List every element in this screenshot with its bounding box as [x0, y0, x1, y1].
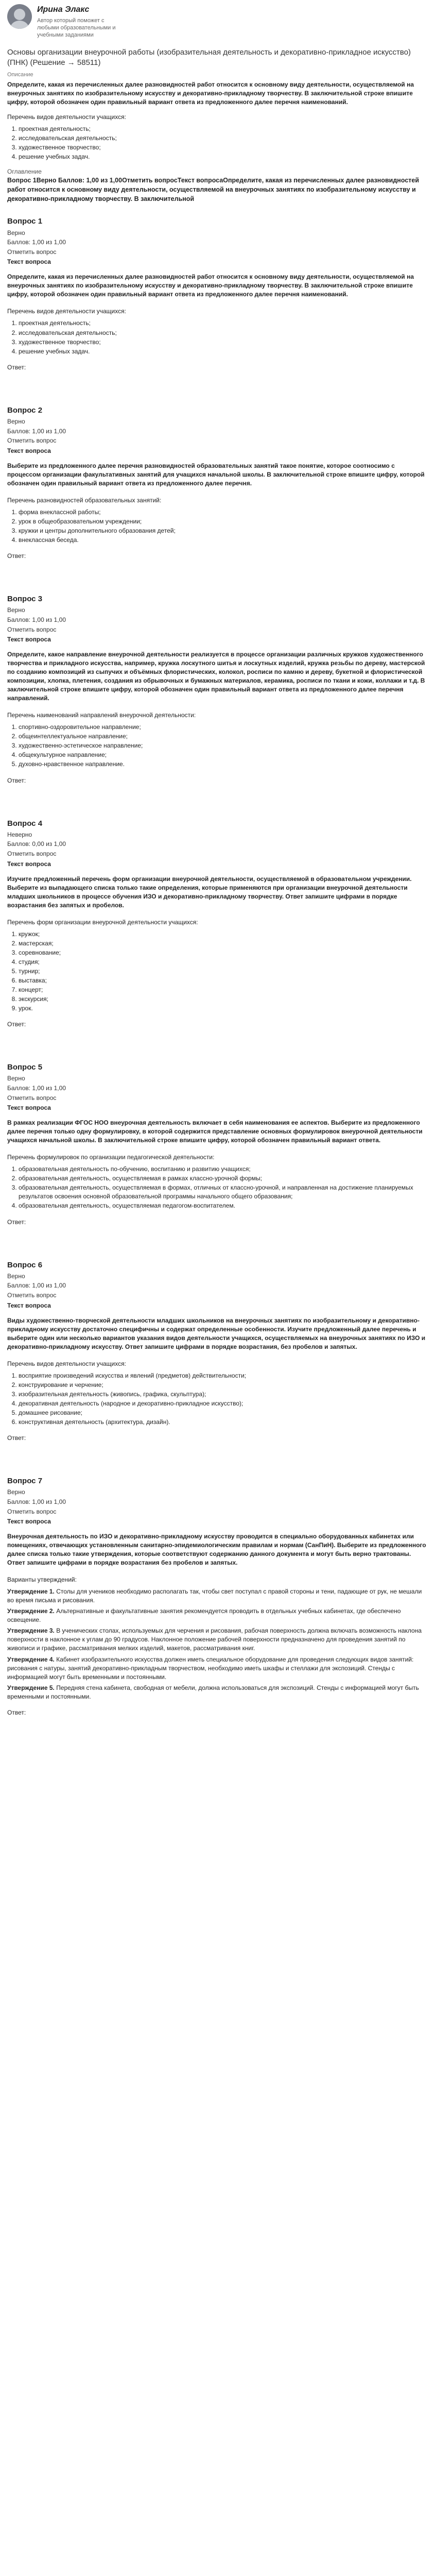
question-score: Баллов: 1,00 из 1,00 [7, 239, 66, 246]
flag-question-link[interactable]: Отметить вопрос [7, 1094, 57, 1101]
statement-lead: Утверждение 5. [7, 1684, 55, 1691]
description-label: Описание [7, 72, 33, 78]
list-item: 5. домашнее рисование; [19, 1409, 429, 1417]
question-block [7, 1476, 429, 1717]
list-item: 3. изобразительная деятельность (живопись, графика, скульптура); [19, 1390, 429, 1399]
list-item: 3. художественное творчество; [19, 143, 429, 152]
list-item: 5. турнир; [19, 967, 429, 976]
list-item: 2. общеинтеллектуальное направление; [19, 732, 429, 741]
statement [7, 1587, 429, 1605]
list-item: 2. образовательная деятельность, осуществляемая в рамках классно-урочной формы; [19, 1174, 429, 1183]
description-text: Определите, какая из перечисленных далее разновидностей работ относится к основному виду деятельности, осуществляемой на внеурочных занятиях по изобразительному искусству и декоративно-прикладному творчеству. В заключительной строке впишите цифру, которой обозначен один правильный вариант ответа из предложенного далее перечня наименований. [7, 80, 414, 106]
question-score: Баллов: 0,00 из 1,00 [7, 840, 66, 848]
flag-question-link[interactable]: Отметить вопрос [7, 1507, 57, 1515]
author-card [7, 0, 429, 42]
list-item: 3. соревнование; [19, 948, 429, 957]
question-list-intro: Перечень видов деятельности учащихся: [7, 1360, 126, 1367]
list-item: 1. образовательная деятельность по-обучению, воспитанию и развитию учащихся; [19, 1165, 429, 1174]
statement [7, 1607, 429, 1624]
question-score: Баллов: 1,00 из 1,00 [7, 1498, 66, 1505]
list-item: 4. декоративная деятельность (народное и декоративно-прикладное искусство); [19, 1399, 429, 1408]
question-block [7, 594, 429, 806]
list-item: 3. кружки и центры дополнительного образования детей; [19, 527, 429, 535]
question-body: В рамках реализации ФГОС НОО внеурочная деятельность включает в себя наименования ее аспектов. Выберите из предложенного далее перечня только одну формулировку, в которой содержится представление основных формулировок внеурочной деятельности учащихся начальной школы. В заключительной строке впишите цифру, которой обозначен правильный вариант ответа. [7, 1119, 423, 1144]
question-body: Внеурочная деятельность по ИЗО и декоративно-прикладному искусству проводится в специально оборудованных кабинетах или помещениях, отвечающих установленным санитарно-эпидемиологическим правилам и нормам (СанПиН). Выберите из предложенного далее списка только такие утверждения, которые соответствуют содержанию данного документа и могут быть верно трактованы. Ответ запишите цифрами в порядке возрастания без пробелов и запятых. [7, 1533, 426, 1567]
question-title: Вопрос 2 [7, 405, 43, 415]
question-title: Вопрос 3 [7, 595, 43, 604]
question-list-intro: Перечень формулировок по организации педагогической деятельности: [7, 1154, 215, 1161]
answer-label: Ответ: [7, 1434, 26, 1442]
list-item: 5. духовно-нравственное направление. [19, 760, 429, 769]
question-list-intro: Перечень форм организации внеурочной деятельности учащихся: [7, 918, 198, 926]
list-item: 4. студия; [19, 958, 429, 967]
list-item: 4. решение учебных задач. [19, 347, 429, 356]
statement-text: Кабинет изобразительного искусства должен иметь специальное оборудование для проведения следующих видов занятий: рисования с натуры, занятий декоративно-прикладным творчеством, необходимо иметь шкафы и стеллажи для экспозиций. Стенды с информацией могут быть временными и постоянными. [7, 1655, 414, 1681]
question-block [7, 1062, 429, 1247]
question-status: Верно [7, 417, 25, 425]
question-block [7, 818, 429, 1050]
question-score: Баллов: 1,00 из 1,00 [7, 1282, 66, 1290]
question-body: Определите, какое направление внеурочной деятельности реализуется в процессе организации различных кружков художественного творчества и прикладного искусства, например, кружка лоскутного шитья и лоскутных изделий, кружка резьбы по дереву, мастерской по созданию композиций из сыпучих и объёмных флористических, колокол, росписи по камню и дереву, букетной и флористической композиции, хлопка, плетения, создания из обрывочных и бумажных материалов, керамика, росписи по ткани и кожи, коллажи и т.д. В заключительной строке впишите цифру, которой обозначен один правильный вариант ответа из предложенного далее перечня направлений. [7, 651, 425, 702]
description-list [7, 125, 429, 161]
list-item: 6. выставка; [19, 976, 429, 985]
list-item: 4. образовательная деятельность, осуществляемая педагогом-воспитателем. [19, 1201, 429, 1210]
list-item: 2. конструирование и черчение; [19, 1381, 429, 1389]
list-item: 9. урок. [19, 1004, 429, 1013]
answer-label: Ответ: [7, 1708, 26, 1716]
list-item: 2. мастерская; [19, 939, 429, 948]
toc-label: Оглавление [7, 167, 42, 175]
list-item: 4. решение учебных задач. [19, 152, 429, 161]
list-item: 1. форма внеклассной работы; [19, 508, 429, 517]
question-title: Вопрос 5 [7, 1063, 43, 1072]
page-title: Основы организации внеурочной работы (изобразительная деятельность и декоративно-прикладное искусство) (ПНК) (Решение → 58511) [7, 47, 411, 67]
statement [7, 1626, 429, 1653]
list-item: 1. спортивно-оздоровительное направление; [19, 723, 429, 732]
answer-label: Ответ: [7, 1218, 26, 1226]
question-list-intro: Варианты утверждений: [7, 1576, 77, 1584]
statement-lead: Утверждение 1. [7, 1588, 55, 1596]
question-block [7, 405, 429, 581]
question-block [7, 1260, 429, 1463]
list-item: 1. проектная деятельность; [19, 319, 429, 328]
question-text-label: Текст вопроса [7, 1301, 51, 1309]
question-text-label: Текст вопроса [7, 636, 51, 643]
question-status: Верно [7, 229, 25, 236]
avatar[interactable] [7, 4, 32, 29]
statement [7, 1684, 429, 1701]
list-item: 4. внеклассная беседа. [19, 536, 429, 545]
list-item: 6. конструктивная деятельность (архитектура, дизайн). [19, 1418, 429, 1427]
question-title: Вопрос 1 [7, 217, 43, 226]
question-score: Баллов: 1,00 из 1,00 [7, 616, 66, 623]
toc-text: Вопрос 1Верно Баллов: 1,00 из 1,00Отметить вопросТекст вопросаОпределите, какая из перечисленных далее разновидностей работ относится к основному виду деятельности, осуществляемой на внеурочных занятиях по изобразительному искусству и декоративно-прикладному творчеству. В заключительной [7, 177, 420, 202]
statement-lead: Утверждение 4. [7, 1655, 55, 1663]
statement [7, 1655, 429, 1682]
question-body: Виды художественно-творческой деятельности младших школьников на внеурочных занятиях по изобразительному и декоративно-прикладному искусству достаточно специфичны и содержат определенные особенности. Изучите предложенный далее перечень и выберите один или несколько вариантов указания видов деятельности учащихся, осуществляемых на внеурочных занятиях по ИЗО и декоративно-прикладному искусству. Ответ запишите цифрами в порядке возрастания, без пробелов и запятых. [7, 1316, 426, 1350]
question-score: Баллов: 1,00 из 1,00 [7, 1084, 66, 1092]
list-item: 1. проектная деятельность; [19, 125, 429, 133]
question-block [7, 216, 429, 392]
list-item: 1. восприятие произведений искусства и явлений (предметов) действительности; [19, 1371, 429, 1380]
statement-text: В ученических столах, используемых для черчения и рисования, рабочая поверхность должна включать возможность наклона поверхности в наклонное к углам до 90 градусов. Наклонное положение рабочей поверхности предназначено для проведения занятий по живописи и графике, рассматривания мелких изделий, макетов, рассматривания книг. [7, 1627, 422, 1652]
author-description: Автор который поможет с любыми образовательными и учебными заданиями [37, 17, 116, 39]
list-item: 3. художественно-эстетическое направление; [19, 741, 429, 750]
statement-text: Альтернативные и факультативные занятия рекомендуется проводить в отдельных учебных кабинетах, где обеспечено освещение. [7, 1607, 401, 1624]
question-list-intro: Перечень видов деятельности учащихся: [7, 308, 126, 315]
question-options [7, 508, 429, 545]
answer-label: Ответ: [7, 1021, 26, 1028]
statement-lead: Утверждение 3. [7, 1627, 55, 1635]
list-item: 2. исследовательская деятельность; [19, 134, 429, 143]
question-text-label: Текст вопроса [7, 860, 51, 868]
question-list-intro: Перечень разновидностей образовательных занятий: [7, 496, 162, 504]
list-item: 3. художественное творчество; [19, 338, 429, 347]
author-name[interactable]: Ирина Элакс [37, 5, 90, 14]
list-item: 1. кружок; [19, 930, 429, 939]
question-text-label: Текст вопроса [7, 1104, 51, 1112]
flag-question-link[interactable]: Отметить вопрос [7, 625, 57, 633]
author-info [37, 4, 125, 39]
question-status: Верно [7, 1488, 25, 1496]
question-title: Вопрос 6 [7, 1260, 43, 1269]
flag-question-link[interactable]: Отметить вопрос [7, 437, 57, 445]
question-options [7, 1165, 429, 1210]
list-item: 2. урок в общеобразовательном учреждении; [19, 517, 429, 526]
list-item: 3. образовательная деятельность, осуществляемая в формах, отличных от классно-урочной, и направленная на достижение планируемых результатов освоения основной образовательной программы начального общего образования; [19, 1183, 429, 1201]
list-item: 8. экскурсия; [19, 995, 429, 1004]
question-body: Определите, какая из перечисленных далее разновидностей работ относится к основному виду деятельности, осуществляемой на внеурочных занятиях по изобразительному искусству и декоративно-прикладному творчеству. В заключительной строке впишите цифру, которой обозначен один правильный вариант ответа из предложенного далее перечня наименований. [7, 273, 414, 298]
question-body: Выберите из предложенного далее перечня разновидностей образовательных занятий такое понятие, которое соотносимо с процессом организации факультативных занятий для учащихся начальной школы. В заключительной строке впишите цифру, которой обозначен один правильный вариант ответа из предложенного далее перечня. [7, 462, 425, 487]
statement-text: Столы для учеников необходимо располагать так, чтобы свет поступал с правой стороны и тени, падающие от рук, не мешали во время письма и рисования. [7, 1588, 422, 1604]
question-options [7, 723, 429, 769]
question-text-label: Текст вопроса [7, 1518, 51, 1526]
answer-label: Ответ: [7, 363, 26, 371]
answer-label: Ответ: [7, 552, 26, 560]
question-list-intro: Перечень наименований направлений внеурочной деятельности: [7, 711, 196, 719]
list-item: 4. общекультурное направление; [19, 751, 429, 759]
flag-question-link[interactable]: Отметить вопрос [7, 850, 57, 858]
flag-question-link[interactable]: Отметить вопрос [7, 1292, 57, 1299]
question-status: Неверно [7, 831, 32, 838]
answer-label: Ответ: [7, 776, 26, 784]
flag-question-link[interactable]: Отметить вопрос [7, 248, 57, 256]
question-status: Верно [7, 1075, 25, 1082]
question-text-label: Текст вопроса [7, 447, 51, 454]
list-item: 7. концерт; [19, 986, 429, 994]
description-list-intro: Перечень видов деятельности учащихся: [7, 113, 126, 121]
question-title: Вопрос 7 [7, 1477, 43, 1486]
question-options [7, 1371, 429, 1427]
question-options [7, 319, 429, 355]
list-item: 2. исследовательская деятельность; [19, 329, 429, 337]
question-options [7, 930, 429, 1013]
question-text-label: Текст вопроса [7, 258, 51, 266]
question-score: Баллов: 1,00 из 1,00 [7, 427, 66, 435]
statement-lead: Утверждение 2. [7, 1607, 55, 1615]
statement-text: Передняя стена кабинета, свободная от мебели, должна использоваться для экспозиций. Стенды с информацией могут быть временными и постоянными. [7, 1684, 419, 1700]
question-body: Изучите предложенный перечень форм организации внеурочной деятельности, осуществляемой в образовательном учреждении. Выберите из выпадающего списка только такие определения, которые применяются при организации внеурочной деятельности младших школьников в процессе обучения ИЗО и декоративно-прикладному творчеству. Ответ запишите цифрами в порядке возрастания без запятых и пробелов. [7, 875, 412, 909]
question-title: Вопрос 4 [7, 819, 43, 828]
question-status: Верно [7, 606, 25, 614]
question-status: Верно [7, 1272, 25, 1280]
